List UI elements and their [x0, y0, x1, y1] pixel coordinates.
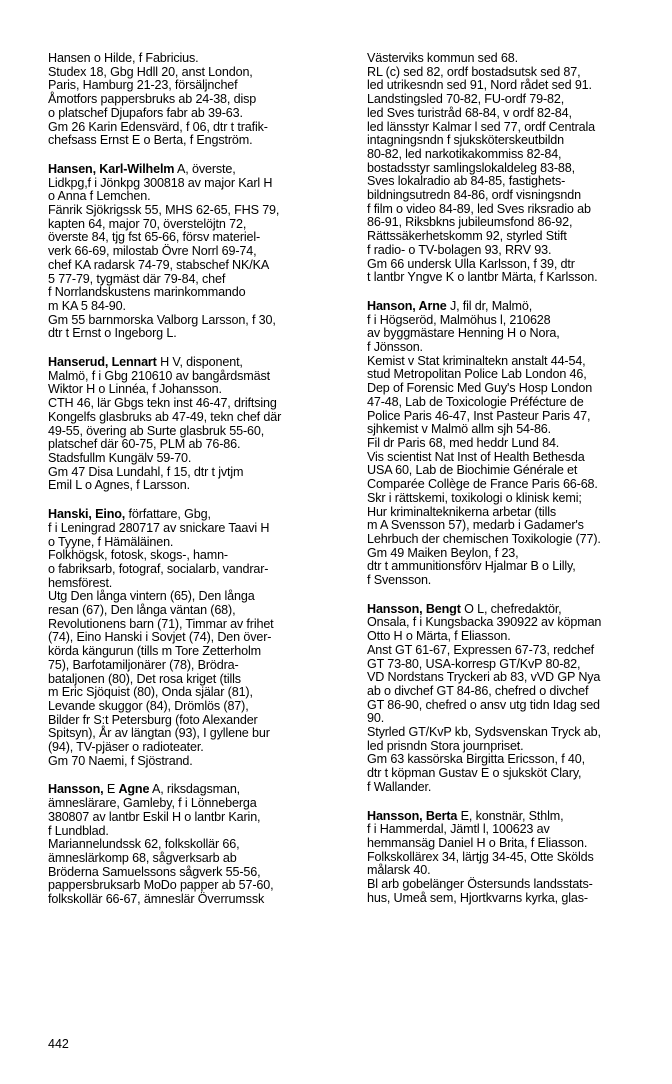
- entry-headword: Agne: [118, 782, 150, 797]
- entry-text: t lantbr Yngve K o lantbr Märta, f Karlsson.: [367, 270, 598, 285]
- entry-text: pappersbruksarb MoDo papper ab 57-60,: [48, 878, 274, 893]
- text-line: [367, 382, 667, 396]
- entry-text: Styrled GT/KvP kb, Sydsvenskan Tryck ab,: [367, 725, 601, 740]
- entry-text: ämneslärare, Gamleby, f i Lönneberga: [48, 796, 257, 811]
- text-line: [367, 644, 667, 658]
- entry-text: Gm 55 barnmorska Valborg Larsson, f 30,: [48, 312, 276, 327]
- text-line: [367, 134, 667, 148]
- entry-text: o Tyyne, f Hämäläinen.: [48, 534, 174, 549]
- biography-entry: [367, 300, 667, 588]
- right-column: [367, 52, 667, 920]
- entry-text: Kemist v Stat kriminaltekn anstalt 44-54,: [367, 353, 586, 368]
- entry-text: bostadsstyr samlingslokaldeleg 83-88,: [367, 160, 575, 175]
- entry-text: A, överste,: [174, 161, 236, 176]
- entry-text: kapten 64, major 70, överstelöjtn 72,: [48, 216, 247, 231]
- biography-entry: [48, 356, 348, 493]
- entry-text: hus, Umeå sem, Hjortkvarns kyrka, glas-: [367, 890, 588, 905]
- entry-text: GT 73-80, USA-korresp GT/KvP 80-82,: [367, 656, 581, 671]
- entry-text: 380807 av lantbr Eskil H o lantbr Karin,: [48, 809, 261, 824]
- text-line: [48, 577, 348, 591]
- biography-entry: [48, 163, 348, 341]
- entry-text: Levande skuggor (84), Drömlös (87),: [48, 698, 249, 713]
- text-line: [367, 368, 667, 382]
- entry-text: f Norrlandskustens marinkommando: [48, 285, 246, 300]
- text-line: [48, 356, 348, 370]
- entry-text: (94), TV-pjäser o radioteater.: [48, 740, 204, 755]
- text-line: [48, 425, 348, 439]
- entry-text: led prisndn Stora journpriset.: [367, 738, 524, 753]
- text-line: [367, 685, 667, 699]
- text-line: [367, 341, 667, 355]
- entry-text: o platschef Djupafors fabr ab 39-63.: [48, 105, 243, 120]
- text-line: [48, 121, 348, 135]
- text-line: [367, 574, 667, 588]
- entry-text: Sves lokalradio ab 84-85, fastighets-: [367, 174, 566, 189]
- entry-text: Stadsfullm Kungälv 59-70.: [48, 450, 192, 465]
- text-line: [48, 563, 348, 577]
- entry-headword: Hanski, Eino,: [48, 507, 126, 522]
- text-line: [48, 438, 348, 452]
- text-line: [48, 852, 348, 866]
- entry-text: Hur kriminalteknikerna arbetar (tills: [367, 504, 557, 519]
- text-line: [48, 893, 348, 907]
- entry-text: Kongelfs glasbruks ab 47-49, tekn chef där: [48, 409, 282, 424]
- entry-text: Fil dr Paris 68, med heddr Lund 84.: [367, 435, 560, 450]
- text-line: [48, 204, 348, 218]
- entry-text: f i Leningrad 280717 av snickare Taavi H: [48, 520, 270, 535]
- entry-text: f Svensson.: [367, 573, 432, 588]
- text-line: [367, 823, 667, 837]
- text-line: [48, 590, 348, 604]
- text-line: [48, 825, 348, 839]
- entry-headword: Hanson, Arne: [367, 298, 447, 313]
- text-line: [367, 464, 667, 478]
- text-line: [367, 189, 667, 203]
- text-line: [48, 314, 348, 328]
- entry-text: Emil L o Agnes, f Larsson.: [48, 478, 190, 493]
- entry-text: Onsala, f i Kungsbacka 390922 av köpman: [367, 615, 602, 630]
- text-line: [48, 479, 348, 493]
- text-line: [48, 508, 348, 522]
- text-line: [48, 741, 348, 755]
- entry-text: f i Hammerdal, Jämtl l, 100623 av: [367, 822, 550, 837]
- entry-text: hemsförest.: [48, 575, 113, 590]
- entry-text: Gm 49 Maiken Beylon, f 23,: [367, 545, 519, 560]
- entry-text: Gm 26 Karin Edensvärd, f 06, dtr t trafik-: [48, 119, 268, 134]
- text-line: [367, 547, 667, 561]
- text-line: [367, 712, 667, 726]
- entry-text: H V, disponent,: [156, 355, 243, 370]
- text-line: [367, 162, 667, 176]
- entry-text: stud Metropolitan Police Lab London 46,: [367, 367, 587, 382]
- entry-text: överste 84, tjg fst 65-66, försv materiel-: [48, 230, 261, 245]
- text-line: [367, 451, 667, 465]
- text-line: [48, 522, 348, 536]
- entry-headword: Hansson,: [48, 782, 104, 797]
- entry-text: bildningsutredn 84-86, ordf visningsndn: [367, 188, 581, 203]
- text-line: [367, 560, 667, 574]
- entry-text: Paris, Hamburg 21-23, försäljnchef: [48, 78, 238, 93]
- biography-entry: [367, 52, 667, 285]
- entry-text: Studex 18, Gbg Hdll 20, anst London,: [48, 64, 253, 79]
- entry-text: f Lundblad.: [48, 823, 109, 838]
- entry-text: led Sves turistråd 68-84, v ordf 82-84,: [367, 105, 572, 120]
- text-line: [367, 726, 667, 740]
- text-line: [48, 286, 348, 300]
- text-line: [48, 700, 348, 714]
- entry-text: chef KA radarsk 74-79, stabschef NK/KA: [48, 257, 270, 272]
- entry-text: Lehrbuch der chemischen Toxikologie (77).: [367, 531, 601, 546]
- text-line: [48, 245, 348, 259]
- text-line: [48, 218, 348, 232]
- text-line: [367, 864, 667, 878]
- text-line: [367, 148, 667, 162]
- entry-text: 47-48, Lab de Toxicologie Préfécture de: [367, 394, 584, 409]
- entry-text: verk 66-69, milostab Övre Norrl 69-74,: [48, 244, 257, 259]
- entry-text: CTH 46, lär Gbgs tekn inst 46-47, driftsing: [48, 396, 277, 411]
- entry-text: USA 60, Lab de Biochimie Générale et: [367, 463, 578, 478]
- text-line: [367, 492, 667, 506]
- text-line: [367, 753, 667, 767]
- entry-text: 80-82, led narkotikakommiss 82-84,: [367, 146, 562, 161]
- entry-text: dtr t Ernst o Ingeborg L.: [48, 326, 177, 341]
- entry-text: hemmansäg Daniel H o Brita, f Eliasson.: [367, 835, 588, 850]
- entry-text: Utg Den långa vintern (65), Den långa: [48, 589, 255, 604]
- entry-text: Gm 47 Disa Lundahl, f 15, dtr t jvtjm: [48, 464, 244, 479]
- text-line: [48, 838, 348, 852]
- text-line: [367, 519, 667, 533]
- text-line: [367, 66, 667, 80]
- entry-text: chefsass Ernst E o Berta, f Engström.: [48, 133, 253, 148]
- entry-text: Malmö, f i Gbg 210610 av bangårdsmäst: [48, 368, 270, 383]
- entry-text: O L, chefredaktör,: [460, 601, 562, 616]
- text-line: [367, 271, 667, 285]
- biography-entry: [48, 783, 348, 906]
- entry-text: Wiktor H o Linnéa, f Johansson.: [48, 382, 222, 397]
- entry-text: Västerviks kommun sed 68.: [367, 51, 518, 65]
- text-line: [367, 837, 667, 851]
- text-line: [48, 231, 348, 245]
- text-line: [367, 699, 667, 713]
- entry-text: ab o divchef GT 84-86, chefred o divchef: [367, 683, 589, 698]
- entry-text: f i Högseröd, Malmöhus l, 210628: [367, 312, 551, 327]
- text-line: [48, 327, 348, 341]
- entry-text: m Eric Sjöquist (80), Onda själar (81),: [48, 685, 253, 700]
- biography-entry: [48, 508, 348, 768]
- entry-text: Hansen o Hilde, f Fabricius.: [48, 51, 199, 65]
- text-line: [367, 630, 667, 644]
- entry-text: m KA 5 84-90.: [48, 298, 126, 313]
- entry-text: 5 77-79, tygmäst där 79-84, chef: [48, 271, 226, 286]
- entry-text: Gm 66 undersk Ulla Karlsson, f 39, dtr: [367, 256, 575, 271]
- entry-text: Folkhögsk, fotosk, skogs-, hamn-: [48, 548, 228, 563]
- entry-text: sjhkemist v Malmö allm sjh 54-86.: [367, 422, 552, 437]
- text-line: [367, 107, 667, 121]
- text-line: [48, 645, 348, 659]
- entry-text: Revolutionens barn (71), Timmar av frihet: [48, 616, 274, 631]
- text-line: [48, 659, 348, 673]
- entry-text: (74), Eino Hanski i Sovjet (74), Den över-: [48, 630, 272, 645]
- text-line: [367, 410, 667, 424]
- text-line: [367, 533, 667, 547]
- entry-text: f radio- o TV-bolagen 93, RRV 93.: [367, 242, 552, 257]
- entry-text: körda kängurun (tills m Tore Zetterholm: [48, 644, 261, 659]
- text-line: [367, 258, 667, 272]
- text-line: [48, 383, 348, 397]
- text-line: [48, 134, 348, 148]
- text-line: [48, 727, 348, 741]
- entry-text: Spitsyn), År av längtan (93), I gyllene bur: [48, 726, 270, 741]
- entry-text: A, riksdagsman,: [149, 782, 241, 797]
- text-line: [367, 616, 667, 630]
- text-line: [367, 892, 667, 906]
- entry-text: Åmotfors pappersbruks ab 24-38, disp: [48, 92, 257, 107]
- text-line: [48, 631, 348, 645]
- entry-text: E: [103, 782, 119, 797]
- entry-text: m A Svensson 57), medarb i Gadamer's: [367, 518, 584, 533]
- entry-text: Lidkpg,f i Jönkpg 300818 av major Karl H: [48, 175, 273, 190]
- text-line: [48, 190, 348, 204]
- entry-text: f film o video 84-89, led Sves riksradio ab: [367, 201, 591, 216]
- text-line: [367, 121, 667, 135]
- entry-text: 49-55, övering ab Surte glasbruk 55-60,: [48, 423, 265, 438]
- entry-text: intagningsndn f sjuksköterskeutbildn: [367, 133, 564, 148]
- text-line: [48, 259, 348, 273]
- entry-text: författare, Gbg,: [125, 507, 211, 522]
- text-line: [367, 300, 667, 314]
- text-line: [48, 673, 348, 687]
- text-line: [48, 93, 348, 107]
- text-line: [367, 478, 667, 492]
- text-line: [48, 755, 348, 769]
- text-line: [48, 66, 348, 80]
- text-line: [48, 411, 348, 425]
- entry-text: Rättssäkerhetskomm 92, styrled Stift: [367, 229, 567, 244]
- text-line: [367, 396, 667, 410]
- text-line: [48, 466, 348, 480]
- entry-text: Vis scientist Nat Inst of Health Bethesda: [367, 449, 585, 464]
- entry-text: 75), Barfotamiljonärer (78), Brödra-: [48, 657, 239, 672]
- entry-text: E, konstnär, Sthlm,: [457, 808, 564, 823]
- text-line: [367, 878, 667, 892]
- text-line: [48, 52, 348, 66]
- text-line: [367, 437, 667, 451]
- entry-text: VD Nordstans Tryckeri ab 83, vVD GP Nya: [367, 670, 601, 685]
- text-line: [48, 618, 348, 632]
- entry-text: o fabriksarb, fotograf, socialarb, vandrar-: [48, 561, 269, 576]
- entry-text: Otto H o Märta, f Eliasson.: [367, 629, 511, 644]
- text-line: [48, 686, 348, 700]
- entry-text: folkskollär 66-67, ämneslär Överrumssk: [48, 892, 265, 907]
- entry-text: Dep of Forensic Med Guy's Hosp London: [367, 381, 593, 396]
- text-line: [367, 851, 667, 865]
- text-line: [367, 740, 667, 754]
- entry-text: Folkskollärex 34, lärtjg 34-45, Otte Skölds: [367, 849, 594, 864]
- text-line: [48, 811, 348, 825]
- left-column: [48, 52, 348, 922]
- entry-text: 86-91, Riksbkns jubileumsfond 86-92,: [367, 215, 573, 230]
- text-line: [367, 767, 667, 781]
- text-line: [367, 810, 667, 824]
- text-line: [367, 658, 667, 672]
- entry-text: f Jönsson.: [367, 340, 423, 355]
- text-line: [367, 327, 667, 341]
- text-line: [367, 244, 667, 258]
- text-line: [367, 603, 667, 617]
- entry-text: dtr t ammunitionsförv Hjalmar B o Lilly,: [367, 559, 576, 574]
- text-line: [367, 230, 667, 244]
- entry-text: f Wallander.: [367, 779, 432, 794]
- entry-text: Police Paris 46-47, Inst Pasteur Paris 47,: [367, 408, 591, 423]
- entry-text: RL (c) sed 82, ordf bostadsutsk sed 87,: [367, 64, 581, 79]
- text-line: [48, 273, 348, 287]
- entry-headword: Hansson, Berta: [367, 808, 458, 823]
- text-line: [48, 163, 348, 177]
- text-line: [48, 397, 348, 411]
- text-line: [48, 549, 348, 563]
- entry-text: Mariannelundssk 62, folkskollär 66,: [48, 837, 240, 852]
- text-line: [367, 423, 667, 437]
- entry-text: platschef där 60-75, PLM ab 76-86.: [48, 437, 241, 452]
- text-line: [367, 355, 667, 369]
- entry-text: Gm 63 kassörska Birgitta Ericsson, f 40,: [367, 752, 585, 767]
- entry-text: Fänrik Sjökrigssk 55, MHS 62-65, FHS 79,: [48, 203, 280, 218]
- text-line: [48, 783, 348, 797]
- entry-text: led utrikesndn sed 91, Nord rådet sed 91.: [367, 78, 592, 93]
- entry-text: Gm 70 Naemi, f Sjöstrand.: [48, 753, 193, 768]
- text-line: [48, 536, 348, 550]
- biography-entry: [48, 52, 348, 148]
- text-line: [48, 452, 348, 466]
- text-line: [48, 797, 348, 811]
- entry-text: Bilder fr S:t Petersburg (foto Alexander: [48, 712, 258, 727]
- text-line: [48, 370, 348, 384]
- text-line: [367, 175, 667, 189]
- text-line: [48, 866, 348, 880]
- text-line: [367, 671, 667, 685]
- text-line: [48, 300, 348, 314]
- page-number: 442: [48, 1037, 69, 1051]
- entry-text: ämneslärkomp 68, sågverksarb ab: [48, 850, 237, 865]
- entry-headword: Hansen, Karl-Wilhelm: [48, 161, 175, 176]
- text-line: [367, 781, 667, 795]
- text-line: [48, 604, 348, 618]
- entry-text: Anst GT 61-67, Expressen 67-73, redchef: [367, 642, 595, 657]
- entry-text: Bröderna Samuelssons sågverk 55-56,: [48, 864, 261, 879]
- entry-text: GT 86-90, chefred o ansv utg tidn Idag sed: [367, 697, 600, 712]
- entry-text: dtr t köpman Gustav E o sjuksköt Clary,: [367, 766, 582, 781]
- text-line: [367, 314, 667, 328]
- text-line: [367, 52, 667, 66]
- text-line: [367, 216, 667, 230]
- text-line: [367, 93, 667, 107]
- entry-text: bataljonen (80), Det rosa kriget (tills: [48, 671, 241, 686]
- entry-text: av byggmästare Henning H o Nora,: [367, 326, 560, 341]
- entry-text: Landstingsled 70-82, FU-ordf 79-82,: [367, 92, 565, 107]
- entry-headword: Hanserud, Lennart: [48, 355, 157, 370]
- entry-text: Comparée Collège de France Paris 66-68.: [367, 477, 598, 492]
- entry-text: Skr i rättskemi, toxikologi o klinisk kemi;: [367, 490, 582, 505]
- text-line: [367, 506, 667, 520]
- text-line: [48, 177, 348, 191]
- entry-text: J, fil dr, Malmö,: [446, 298, 533, 313]
- entry-text: Bl arb gobelänger Östersunds landsstats-: [367, 877, 593, 892]
- text-line: [367, 203, 667, 217]
- entry-text: 90.: [367, 711, 385, 726]
- entry-text: resan (67), Den långa väntan (68),: [48, 603, 236, 618]
- biography-entry: [367, 810, 667, 906]
- biography-entry: [367, 603, 667, 795]
- text-line: [367, 79, 667, 93]
- entry-headword: Hansson, Bengt: [367, 601, 461, 616]
- entry-text: led länsstyr Kalmar l sed 77, ordf Centrala: [367, 119, 596, 134]
- entry-text: o Anna f Lemchen.: [48, 189, 151, 204]
- entry-text: målarsk 40.: [367, 863, 431, 878]
- text-line: [48, 107, 348, 121]
- text-line: [48, 879, 348, 893]
